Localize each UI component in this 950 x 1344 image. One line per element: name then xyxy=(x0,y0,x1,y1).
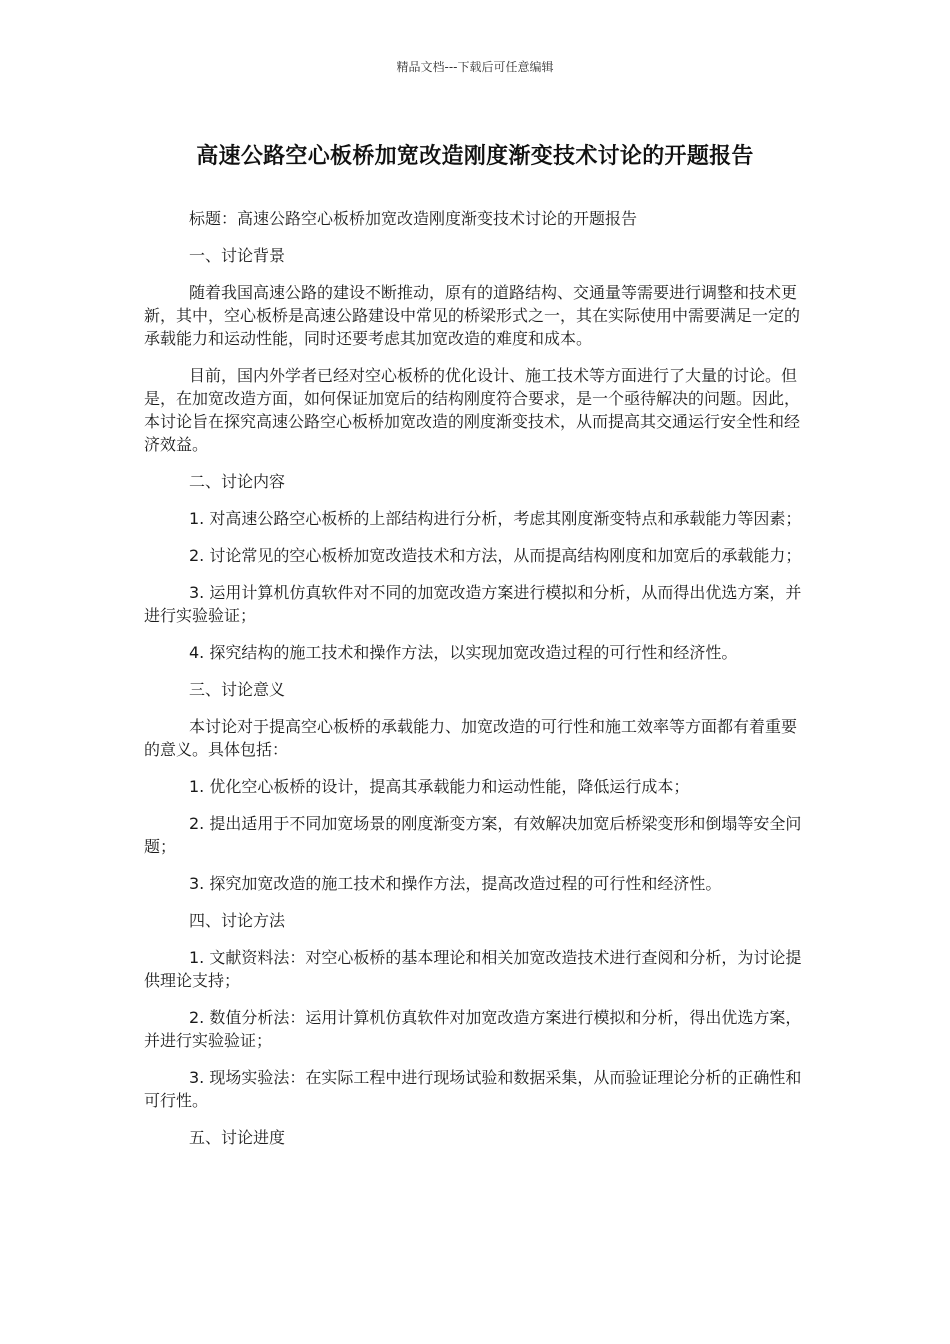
paragraph: 本讨论对于提高空心板桥的承载能力、加宽改造的可行性和施工效率等方面都有着重要的意义。具体包括： xyxy=(144,717,798,759)
list-item: 3. 现场实验法：在实际工程中进行现场试验和数据采集，从而验证理论分析的正确性和可行性。 xyxy=(144,1068,802,1110)
header-note: 精品文档---下载后可任意编辑 xyxy=(396,60,554,74)
section-heading-significance: 三、讨论意义 xyxy=(189,680,286,699)
list-item: 1. 文献资料法：对空心板桥的基本理论和相关加宽改造技术进行查阅和分析，为讨论提供理论支持； xyxy=(144,948,802,990)
list-item: 2. 提出适用于不同加宽场景的刚度渐变方案，有效解决加宽后桥梁变形和倒塌等安全问题； xyxy=(144,814,802,856)
list-item: 3. 探究加宽改造的施工技术和操作方法，提高改造过程的可行性和经济性。 xyxy=(189,874,722,893)
document-body xyxy=(144,207,806,1163)
paragraph: 目前，国内外学者已经对空心板桥的优化设计、施工技术等方面进行了大量的讨论。但是，在加宽改造方面，如何保证加宽后的结构刚度符合要求，是一个亟待解决的问题。因此，本讨论旨在探究高速公路空心板桥加宽改造的刚度渐变技术，从而提高其交通运行安全性和经济效益。 xyxy=(144,366,801,454)
list-item: 1. 对高速公路空心板桥的上部结构进行分析，考虑其刚度渐变特点和承载能力等因素； xyxy=(189,509,802,528)
document-title: 高速公路空心板桥加宽改造刚度渐变技术讨论的开题报告 xyxy=(196,144,754,169)
list-item: 4. 探究结构的施工技术和操作方法，以实现加宽改造过程的可行性和经济性。 xyxy=(189,643,738,662)
list-item: 3. 运用计算机仿真软件对不同的加宽改造方案进行模拟和分析，从而得出优选方案，并进行实验验证； xyxy=(144,583,802,625)
section-heading-progress: 五、讨论进度 xyxy=(189,1128,286,1147)
paragraph: 随着我国高速公路的建设不断推动，原有的道路结构、交通量等需要进行调整和技术更新，其中，空心板桥是高速公路建设中常见的桥梁形式之一，其在实际使用中需要满足一定的承载能力和运动性能，同时还要考虑其加宽改造的难度和成本。 xyxy=(144,283,801,348)
paragraph-subject-line: 标题：高速公路空心板桥加宽改造刚度渐变技术讨论的开题报告 xyxy=(189,209,638,228)
section-heading-methods: 四、讨论方法 xyxy=(189,911,286,930)
section-heading-background: 一、讨论背景 xyxy=(189,246,286,265)
list-item: 2. 讨论常见的空心板桥加宽改造技术和方法，从而提高结构刚度和加宽后的承载能力； xyxy=(189,546,802,565)
list-item: 1. 优化空心板桥的设计，提高其承载能力和运动性能，降低运行成本； xyxy=(189,777,690,796)
section-heading-content: 二、讨论内容 xyxy=(189,472,286,491)
list-item: 2. 数值分析法：运用计算机仿真软件对加宽改造方案进行模拟和分析，得出优选方案，并进行实验验证； xyxy=(144,1008,802,1050)
